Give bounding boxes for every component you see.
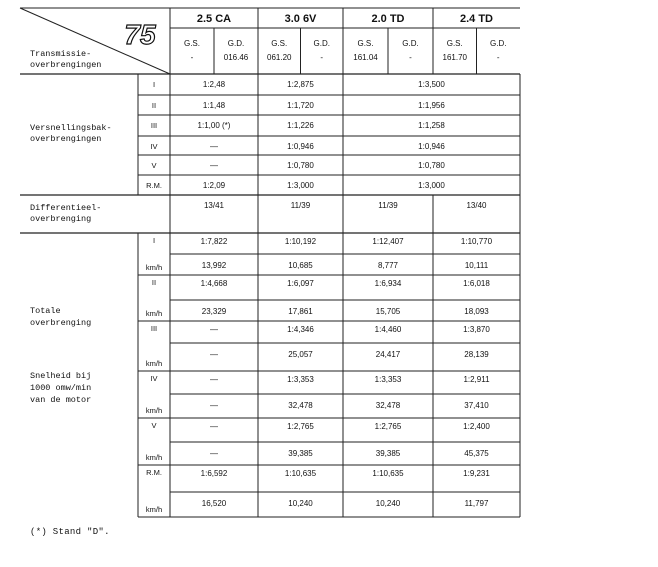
- speed-label: 1000 omw/min: [30, 383, 92, 393]
- gearbox-ratio: 1:1,48: [202, 101, 226, 110]
- speed-value: 24,417: [375, 350, 401, 359]
- speed-value: 10,111: [464, 261, 489, 270]
- table-grid-lines: [20, 8, 520, 517]
- engine-name: 3.0 6V: [284, 13, 317, 25]
- gearbox-ratio: 1:0,780: [287, 161, 314, 170]
- speed-value: 11,797: [464, 499, 489, 508]
- gear-label: IV: [150, 374, 158, 383]
- total-ratio: 1:10,192: [284, 237, 317, 246]
- code-label: G.S.: [271, 39, 288, 48]
- footnote: (*) Stand "D".: [30, 527, 110, 537]
- total-ratio: 1:9,231: [463, 469, 490, 478]
- unit-label: km/h: [145, 505, 163, 514]
- gear-label: V: [151, 421, 157, 430]
- gearbox-ratio: 1:3,000: [287, 181, 314, 190]
- gearbox-ratio: 1:1,00 (*): [197, 121, 231, 130]
- total-ratio: 1:6,592: [200, 469, 228, 478]
- speed-value: 37,410: [464, 401, 489, 410]
- gear-label: II: [151, 101, 157, 110]
- total-ratio: 1:2,765: [374, 422, 402, 431]
- code-label: G.S.: [446, 39, 463, 48]
- speed-value: 28,139: [464, 350, 489, 359]
- differential-value: 13/41: [203, 201, 225, 210]
- speed-value: 10,240: [288, 499, 313, 508]
- gearbox-ratio: 1:0,946: [418, 142, 445, 151]
- gear-label: V: [151, 161, 157, 170]
- code-value: 016.46: [223, 53, 249, 62]
- total-ratio: 1:2,911: [463, 375, 490, 384]
- speed-value: —: [210, 449, 218, 458]
- gear-label: III: [150, 324, 158, 333]
- speed-value: 15,705: [375, 307, 401, 316]
- total-ratio: 1:10,770: [460, 237, 493, 246]
- total-ratio: 1:10,635: [284, 469, 317, 478]
- gear-label: I: [152, 80, 156, 89]
- engine-name: 2.5 CA: [196, 13, 232, 25]
- total-label: Totale: [30, 306, 61, 316]
- gearbox-ratio: 1:1,258: [418, 121, 445, 130]
- speed-value: 25,057: [288, 350, 313, 359]
- gearbox-ratio: —: [210, 142, 218, 151]
- total-ratio: —: [210, 375, 218, 384]
- speed-value: 17,861: [288, 307, 313, 316]
- speed-value: —: [210, 350, 218, 359]
- model-logo: 75: [124, 19, 156, 50]
- gearbox-ratio: 1:2,09: [202, 181, 226, 190]
- unit-label: km/h: [145, 309, 163, 318]
- speed-label: Snelheid bij: [30, 371, 92, 381]
- differential-value: 13/40: [466, 201, 487, 210]
- code-label: G.D.: [490, 39, 507, 48]
- transmission-label: Transmissie-: [30, 49, 92, 59]
- gearbox-ratio: 1:1,226: [287, 121, 314, 130]
- gearbox-ratio: 1:0,780: [418, 161, 445, 170]
- code-label: G.D.: [313, 39, 330, 48]
- gear-label: IV: [150, 142, 158, 151]
- total-ratio: 1:3,353: [287, 375, 314, 384]
- gearbox-ratio: 1:3,000: [418, 181, 445, 190]
- gear-label: R.M.: [146, 181, 162, 190]
- total-ratio: —: [210, 325, 218, 334]
- speed-label: van de motor: [30, 395, 92, 405]
- speed-value: 10,685: [288, 261, 313, 270]
- total-ratio: 1:3,353: [374, 375, 402, 384]
- speed-value: 8,777: [377, 261, 399, 270]
- differential-value: 11/39: [290, 201, 311, 210]
- gear-label: I: [152, 236, 156, 245]
- code-label: G.S.: [183, 39, 201, 48]
- total-ratio: 1:10,635: [372, 469, 404, 478]
- gear-label: III: [150, 121, 158, 130]
- speed-value: 32,478: [288, 401, 313, 410]
- transmission-label: overbrengingen: [30, 60, 102, 70]
- speed-value: 16,520: [201, 499, 227, 508]
- unit-label: km/h: [145, 263, 163, 272]
- engine-name: 2.4 TD: [459, 13, 494, 25]
- gearbox-ratio: 1:1,956: [418, 101, 445, 110]
- gearbox-ratio: 1:2,48: [202, 80, 226, 89]
- total-ratio: 1:6,934: [374, 279, 402, 288]
- code-value: 161.70: [442, 53, 467, 62]
- gearbox-label: overbrengingen: [30, 134, 102, 144]
- gearbox-label: Versnellingsbak-: [30, 123, 112, 133]
- code-value: -: [190, 53, 194, 62]
- code-value: -: [320, 53, 324, 62]
- speed-value: 10,240: [375, 499, 401, 508]
- speed-value: 45,375: [464, 449, 489, 458]
- unit-label: km/h: [145, 453, 163, 462]
- code-label: G.S.: [357, 39, 374, 48]
- engine-name: 2.0 TD: [371, 13, 405, 25]
- code-value: 161.04: [353, 53, 378, 62]
- total-ratio: 1:4,460: [374, 325, 402, 334]
- speed-value: 39,385: [288, 449, 313, 458]
- gearbox-ratio: —: [210, 161, 218, 170]
- total-label: overbrenging: [30, 318, 92, 328]
- code-label: G.D.: [227, 39, 245, 48]
- total-ratio: 1:12,407: [372, 237, 404, 246]
- total-ratio: 1:6,018: [463, 279, 490, 288]
- total-ratio: —: [210, 422, 218, 431]
- speed-value: 13,992: [201, 261, 227, 270]
- unit-label: km/h: [145, 406, 163, 415]
- unit-label: km/h: [145, 359, 163, 368]
- gearbox-ratio: 1:2,875: [287, 80, 314, 89]
- table-text: [30, 13, 506, 514]
- code-label: G.D.: [402, 39, 419, 48]
- total-ratio: 1:6,097: [287, 279, 314, 288]
- speed-value: 18,093: [464, 307, 489, 316]
- code-value: -: [409, 53, 412, 62]
- code-value: -: [496, 53, 500, 62]
- gear-label: II: [151, 278, 157, 287]
- differential-label: overbrenging: [30, 214, 92, 224]
- total-ratio: 1:4,346: [287, 325, 314, 334]
- gearbox-ratio: 1:0,946: [287, 142, 314, 151]
- speed-value: —: [210, 401, 218, 410]
- speed-value: 32,478: [375, 401, 401, 410]
- gearbox-ratio: 1:1,720: [287, 101, 314, 110]
- total-ratio: 1:2,400: [463, 422, 490, 431]
- speed-value: 23,329: [201, 307, 227, 316]
- gearbox-ratio: 1:3,500: [418, 80, 445, 89]
- total-ratio: 1:3,870: [463, 325, 490, 334]
- total-ratio: 1:4,668: [200, 279, 228, 288]
- differential-label: Differentieel-: [30, 203, 102, 213]
- total-ratio: 1:7,822: [200, 237, 228, 246]
- differential-value: 11/39: [378, 201, 398, 210]
- total-ratio: 1:2,765: [287, 422, 314, 431]
- code-value: 061.20: [267, 53, 292, 62]
- gear-label: R.M.: [146, 468, 162, 477]
- speed-value: 39,385: [375, 449, 401, 458]
